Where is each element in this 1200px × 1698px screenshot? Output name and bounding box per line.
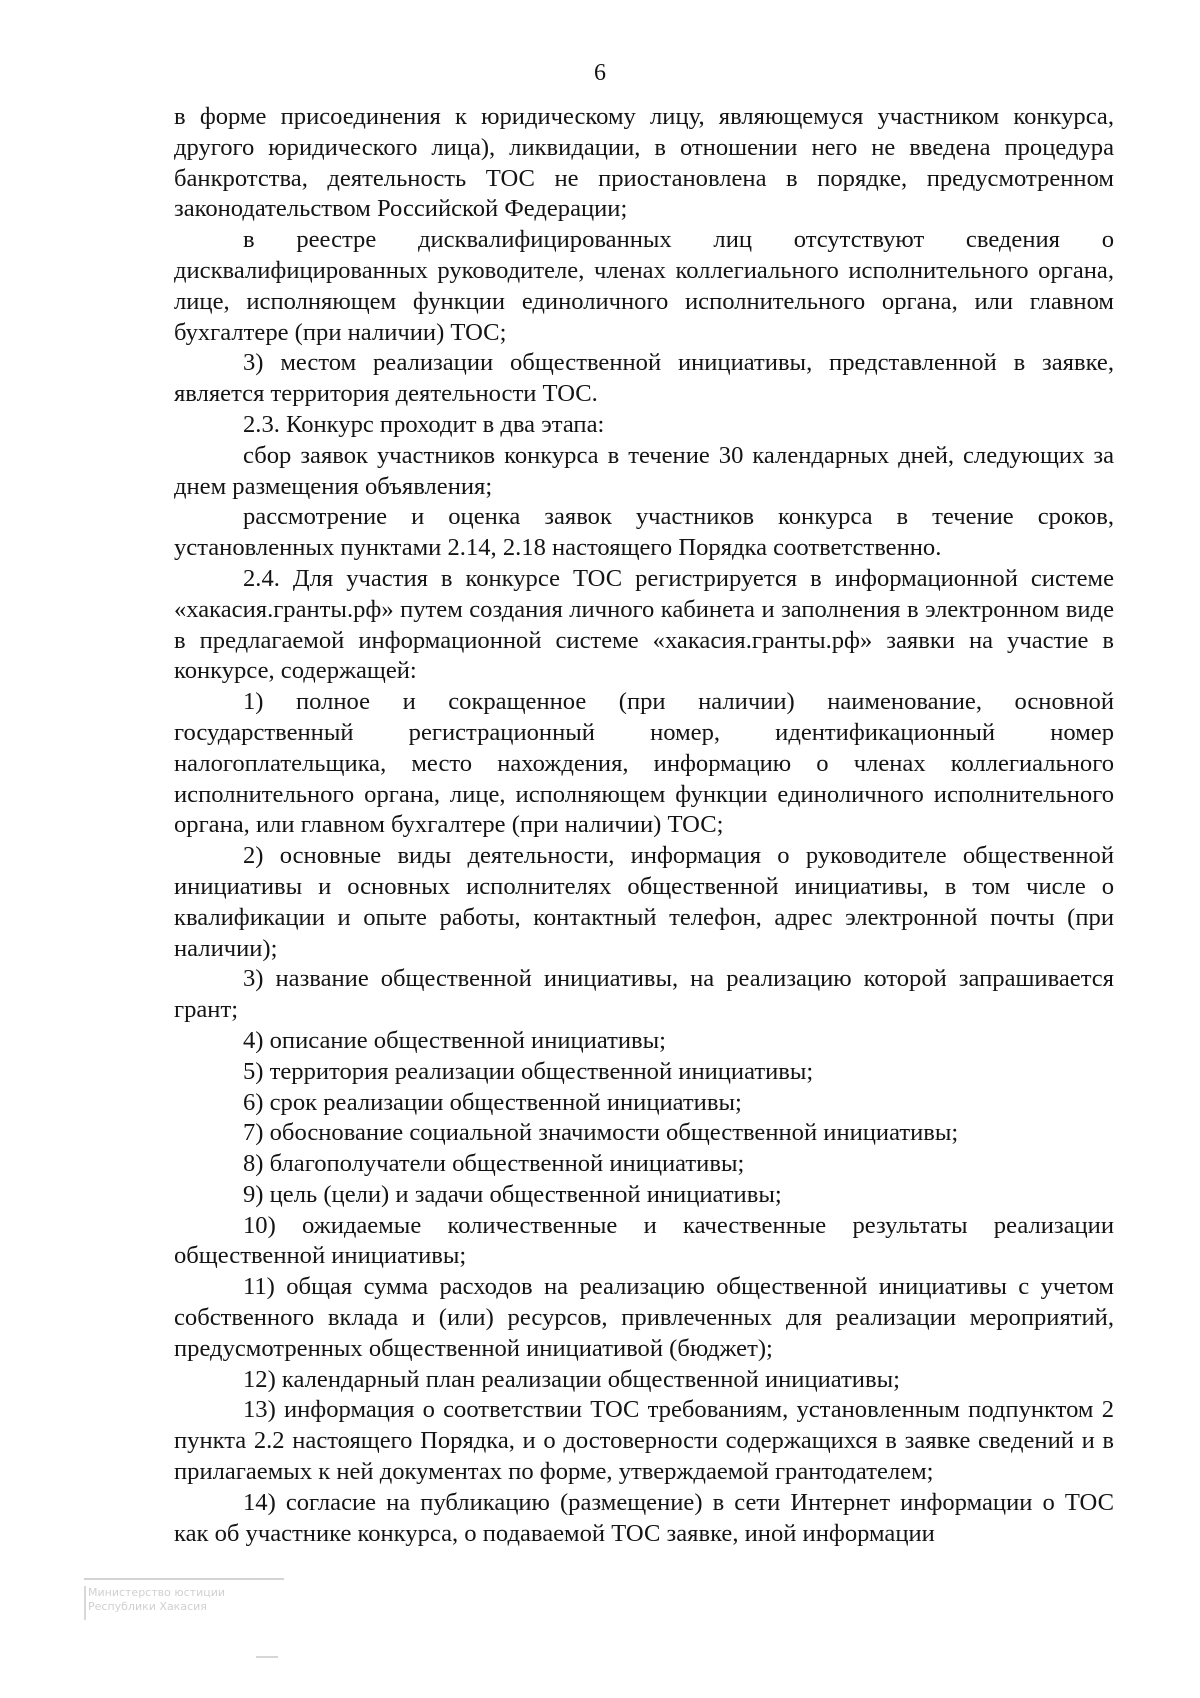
paragraph: 2.3. Конкурс проходит в два этапа:	[243, 410, 605, 438]
paragraph: 6) срок реализации общественной инициативы;	[243, 1088, 742, 1116]
page-number: 6	[594, 60, 606, 86]
stamp-line-2: Республики Хакасия	[88, 1600, 207, 1613]
paragraph: 4) описание общественной инициативы;	[243, 1026, 666, 1054]
paragraph: 11) общая сумма расходов на реализацию общественной инициативы с учетом собственного вклада и (или) ресурсов, привлеченных для реализации мероприятий, предусмотренных общественной инициативой (бюджет);	[174, 1273, 1114, 1362]
paragraph: в форме присоединения к юридическому лицу, являющемуся участником конкурса, другого юридического лица), ликвидации, в отношении него не введена процедура банкротства, деятельность ТОС не приостановлена в порядке, предусмотренном законодательством Российской Федерации;	[174, 103, 1114, 223]
paragraph: 5) территория реализации общественной инициативы;	[243, 1057, 814, 1085]
paragraph: 2) основные виды деятельности, информация о руководителе общественной инициативы и основных исполнителях общественной инициативы, в том числе о квалификации и опыте работы, контактный телефон, адрес электронной почты (при наличии);	[174, 842, 1114, 962]
paragraph: рассмотрение и оценка заявок участников конкурса в течение сроков, установленных пунктами 2.14, 2.18 настоящего Порядка соответственно.	[174, 503, 1114, 562]
scan-mark	[256, 1656, 278, 1658]
paragraph: в реестре дисквалифицированных лиц отсутствуют сведения о дисквалифицированных руководителе, членах коллегиального исполнительного органа, лице, исполняющем функции единоличного исполнительного органа, или главном бухгалтере (при наличии) ТОС;	[174, 226, 1114, 346]
paragraph: 2.4. Для участия в конкурсе ТОС регистрируется в информационной системе «хакасия.гранты.рф» путем создания личного кабинета и заполнения в электронном виде в предлагаемой информационной системе «хакасия.гранты.рф» заявки на участие в конкурсе, содержащей:	[174, 564, 1114, 685]
paragraph: 3) местом реализации общественной инициативы, представленной в заявке, является территория деятельности ТОС.	[174, 349, 1114, 408]
stamp-rule	[84, 1578, 284, 1580]
paragraph: 3) название общественной инициативы, на реализацию которой запрашивается грант;	[174, 965, 1114, 1024]
paragraph: 9) цель (цели) и задачи общественной инициативы;	[243, 1180, 782, 1208]
paragraph: 8) благополучатели общественной инициативы;	[243, 1150, 745, 1178]
paragraph: 10) ожидаемые количественные и качественные результаты реализации общественной инициативы;	[174, 1211, 1114, 1270]
stamp-text	[88, 1586, 225, 1614]
paragraph: 7) обоснование социальной значимости общественной инициативы;	[243, 1119, 959, 1147]
registration-stamp	[84, 1578, 294, 1636]
paragraph: 12) календарный план реализации общественной инициативы;	[243, 1365, 900, 1393]
stamp-line-1: Министерство юстиции	[88, 1586, 226, 1599]
paragraph: 13) информация о соответствии ТОС требованиям, установленным подпунктом 2 пункта 2.2 настоящего Порядка, и о достоверности содержащихся в заявке сведений и в прилагаемых к ней документах по форме, утверждаемой грантодателем;	[174, 1396, 1114, 1486]
paragraph: сбор заявок участников конкурса в течение 30 календарных дней, следующих за днем размещения объявления;	[174, 441, 1114, 500]
paragraph: 1) полное и сокращенное (при наличии) наименование, основной государственный регистрационный номер, идентификационный номер налогоплательщика, место нахождения, информацию о членах коллегиального исполнительного органа, лице, исполняющем функции единоличного исполнительного органа, или главном бухгалтере (при наличии) ТОС;	[174, 688, 1114, 839]
document-body	[174, 102, 1114, 1549]
stamp-edge	[84, 1586, 86, 1620]
paragraph: 14) согласие на публикацию (размещение) в сети Интернет информации о ТОС как об участнике конкурса, о подаваемой ТОС заявке, иной информации	[174, 1488, 1114, 1547]
